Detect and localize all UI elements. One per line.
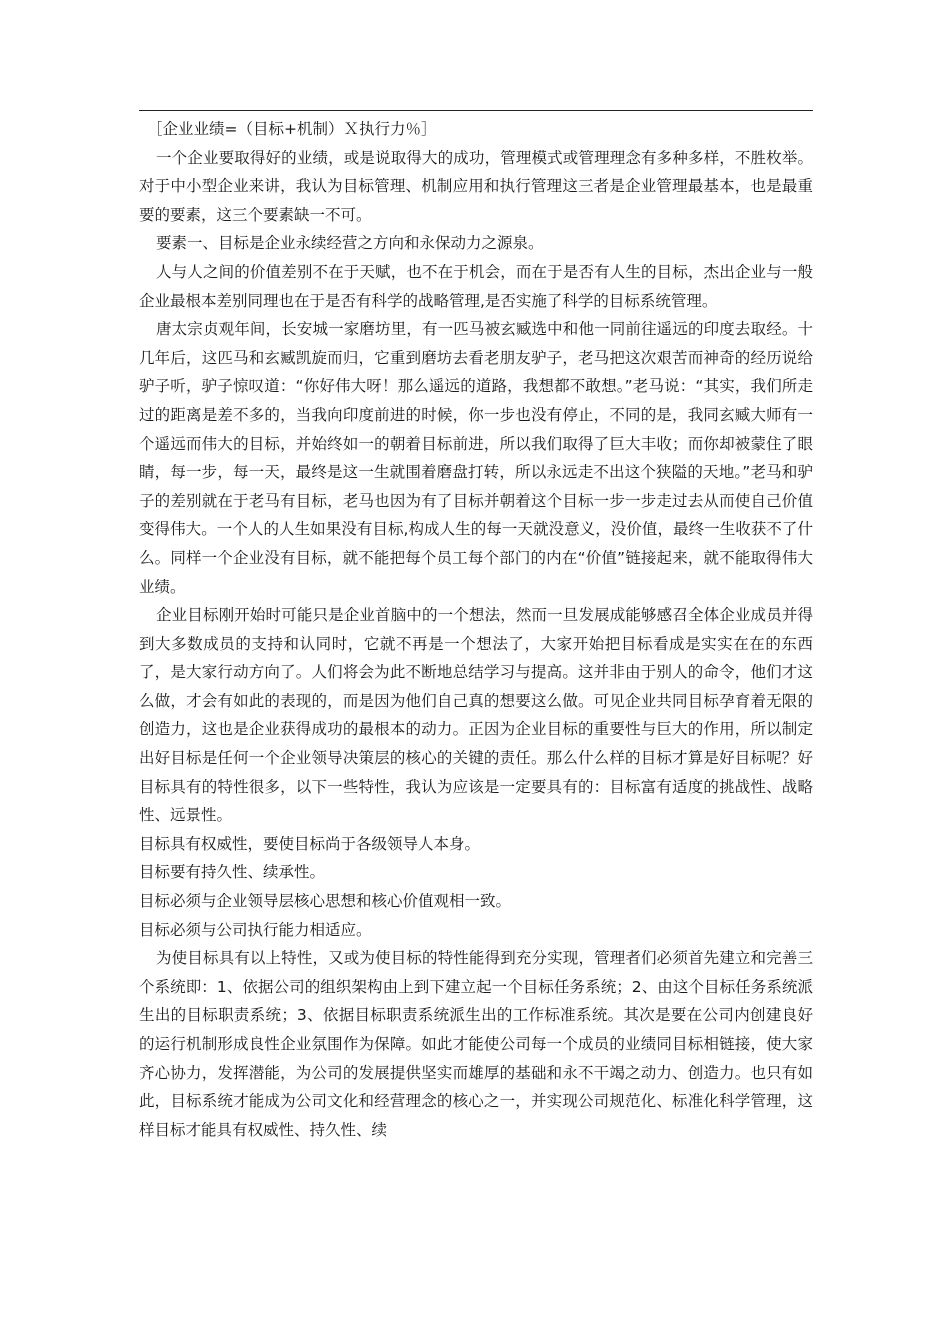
element-one-title: 要素一、目标是企业永续经营之方向和永保动力之源泉。 bbox=[156, 234, 544, 253]
goal-trait-item: 目标必须与公司执行能力相适应。 bbox=[139, 920, 372, 939]
value-difference-paragraph: 人与人之间的价值差别不在于天赋，也不在于机会，而在于是否有人生的目标，杰出企业与一般企业最根本差别同理也在于是否有科学的战略管理,是否实施了科学的目标系统管理。 bbox=[139, 262, 813, 310]
formula-heading: ［企业业绩=（目标+机制）Ｘ执行力％］ bbox=[147, 120, 437, 138]
enterprise-goal-paragraph: 企业目标刚开始时可能只是企业首脑中的一个想法，然而一旦发展成能够感召全体企业成员并得到大多数成员的支持和认同时，它就不再是一个想法了，大家开始把目标看成是实实在在的东西了，是大家行动方向了。人们将会为此不断地总结学习与提高。这并非由于别人的命令，他们才这么做，才会有如此的表现的，而是因为他们自己真的想要这么做。可见企业共同目标孕育着无限的创造力，这也是企业获得成功的最根本的动力。正因为企业目标的重要性与巨大的作用，所以制定出好目标是任何一个企业领导决策层的核心的关键的责任。那么什么样的目标才算是好目标呢？好目标具有的特性很多，以下一些特性，我认为应该是一定要具有的：目标富有适度的挑战性、战略性、远景性。 bbox=[139, 606, 813, 825]
header-rule bbox=[139, 110, 813, 111]
intro-paragraph: 一个企业要取得好的业绩，或是说取得大的成功，管理模式或管理理念有多种多样，不胜枚举。对于中小型企业来讲，我认为目标管理、机制应用和执行管理这三者是企业管理最基本，也是最重要的要素，这三个要素缺一不可。 bbox=[139, 148, 813, 224]
systems-paragraph: 为使目标具有以上特性，又或为使目标的特性能得到充分实现，管理者们必须首先建立和完善三个系统即：1、依据公司的组织架构由上到下建立起一个目标任务系统；2、由这个目标任务系统派生出的目标职责系统；3、依据目标职责系统派生出的工作标准系统。其次是要在公司内创建良好的运行机制形成良性企业氛围作为保障。如此才能使公司每一个成员的业绩同目标相链接，使大家齐心协力，发挥潜能，为公司的发展提供坚实而雄厚的基础和永不干竭之动力、创造力。也只有如此，目标系统才能成为公司文化和经营理念的核心之一，并实现公司规范化、标准化科学管理，这样目标才能具有权威性、持久性、续 bbox=[139, 949, 813, 1139]
document-page bbox=[139, 110, 813, 1144]
goal-trait-item: 目标必须与企业领导层核心思想和核心价值观相一致。 bbox=[139, 892, 512, 911]
goal-trait-item: 目标具有权威性，要使目标尚于各级领导人本身。 bbox=[139, 834, 481, 853]
horse-donkey-story-paragraph: 唐太宗贞观年间，长安城一家磨坊里，有一匹马被玄臧选中和他一同前往遥远的印度去取经。十几年后，这匹马和玄臧凯旋而归，它重到磨坊去看老朋友驴子，老马把这次艰苦而神奇的经历说给驴子听，驴子惊叹道：“你好伟大呀！那么遥远的道路，我想都不敢想。”老马说：“其实，我们所走过的距离是差不多的，当我向印度前进的时候，你一步也没有停止，不同的是，我同玄臧大师有一个遥远而伟大的目标，并始终如一的朝着目标前进，所以我们取得了巨大丰收；而你却被蒙住了眼睛，每一步，每一天，最终是这一生就围着磨盘打转，所以永远走不出这个狭隘的天地。”老马和驴子的差别就在于老马有目标，老马也因为有了目标并朝着这个目标一步一步走过去从而使自己价值变得伟大。一个人的人生如果没有目标,构成人生的每一天就没意义，没价值，最终一生收获不了什么。同样一个企业没有目标，就不能把每个员工每个部门的内在“价值”链接起来，就不能取得伟大业绩。 bbox=[139, 320, 813, 596]
goal-trait-item: 目标要有持久性、续承性。 bbox=[139, 863, 326, 882]
